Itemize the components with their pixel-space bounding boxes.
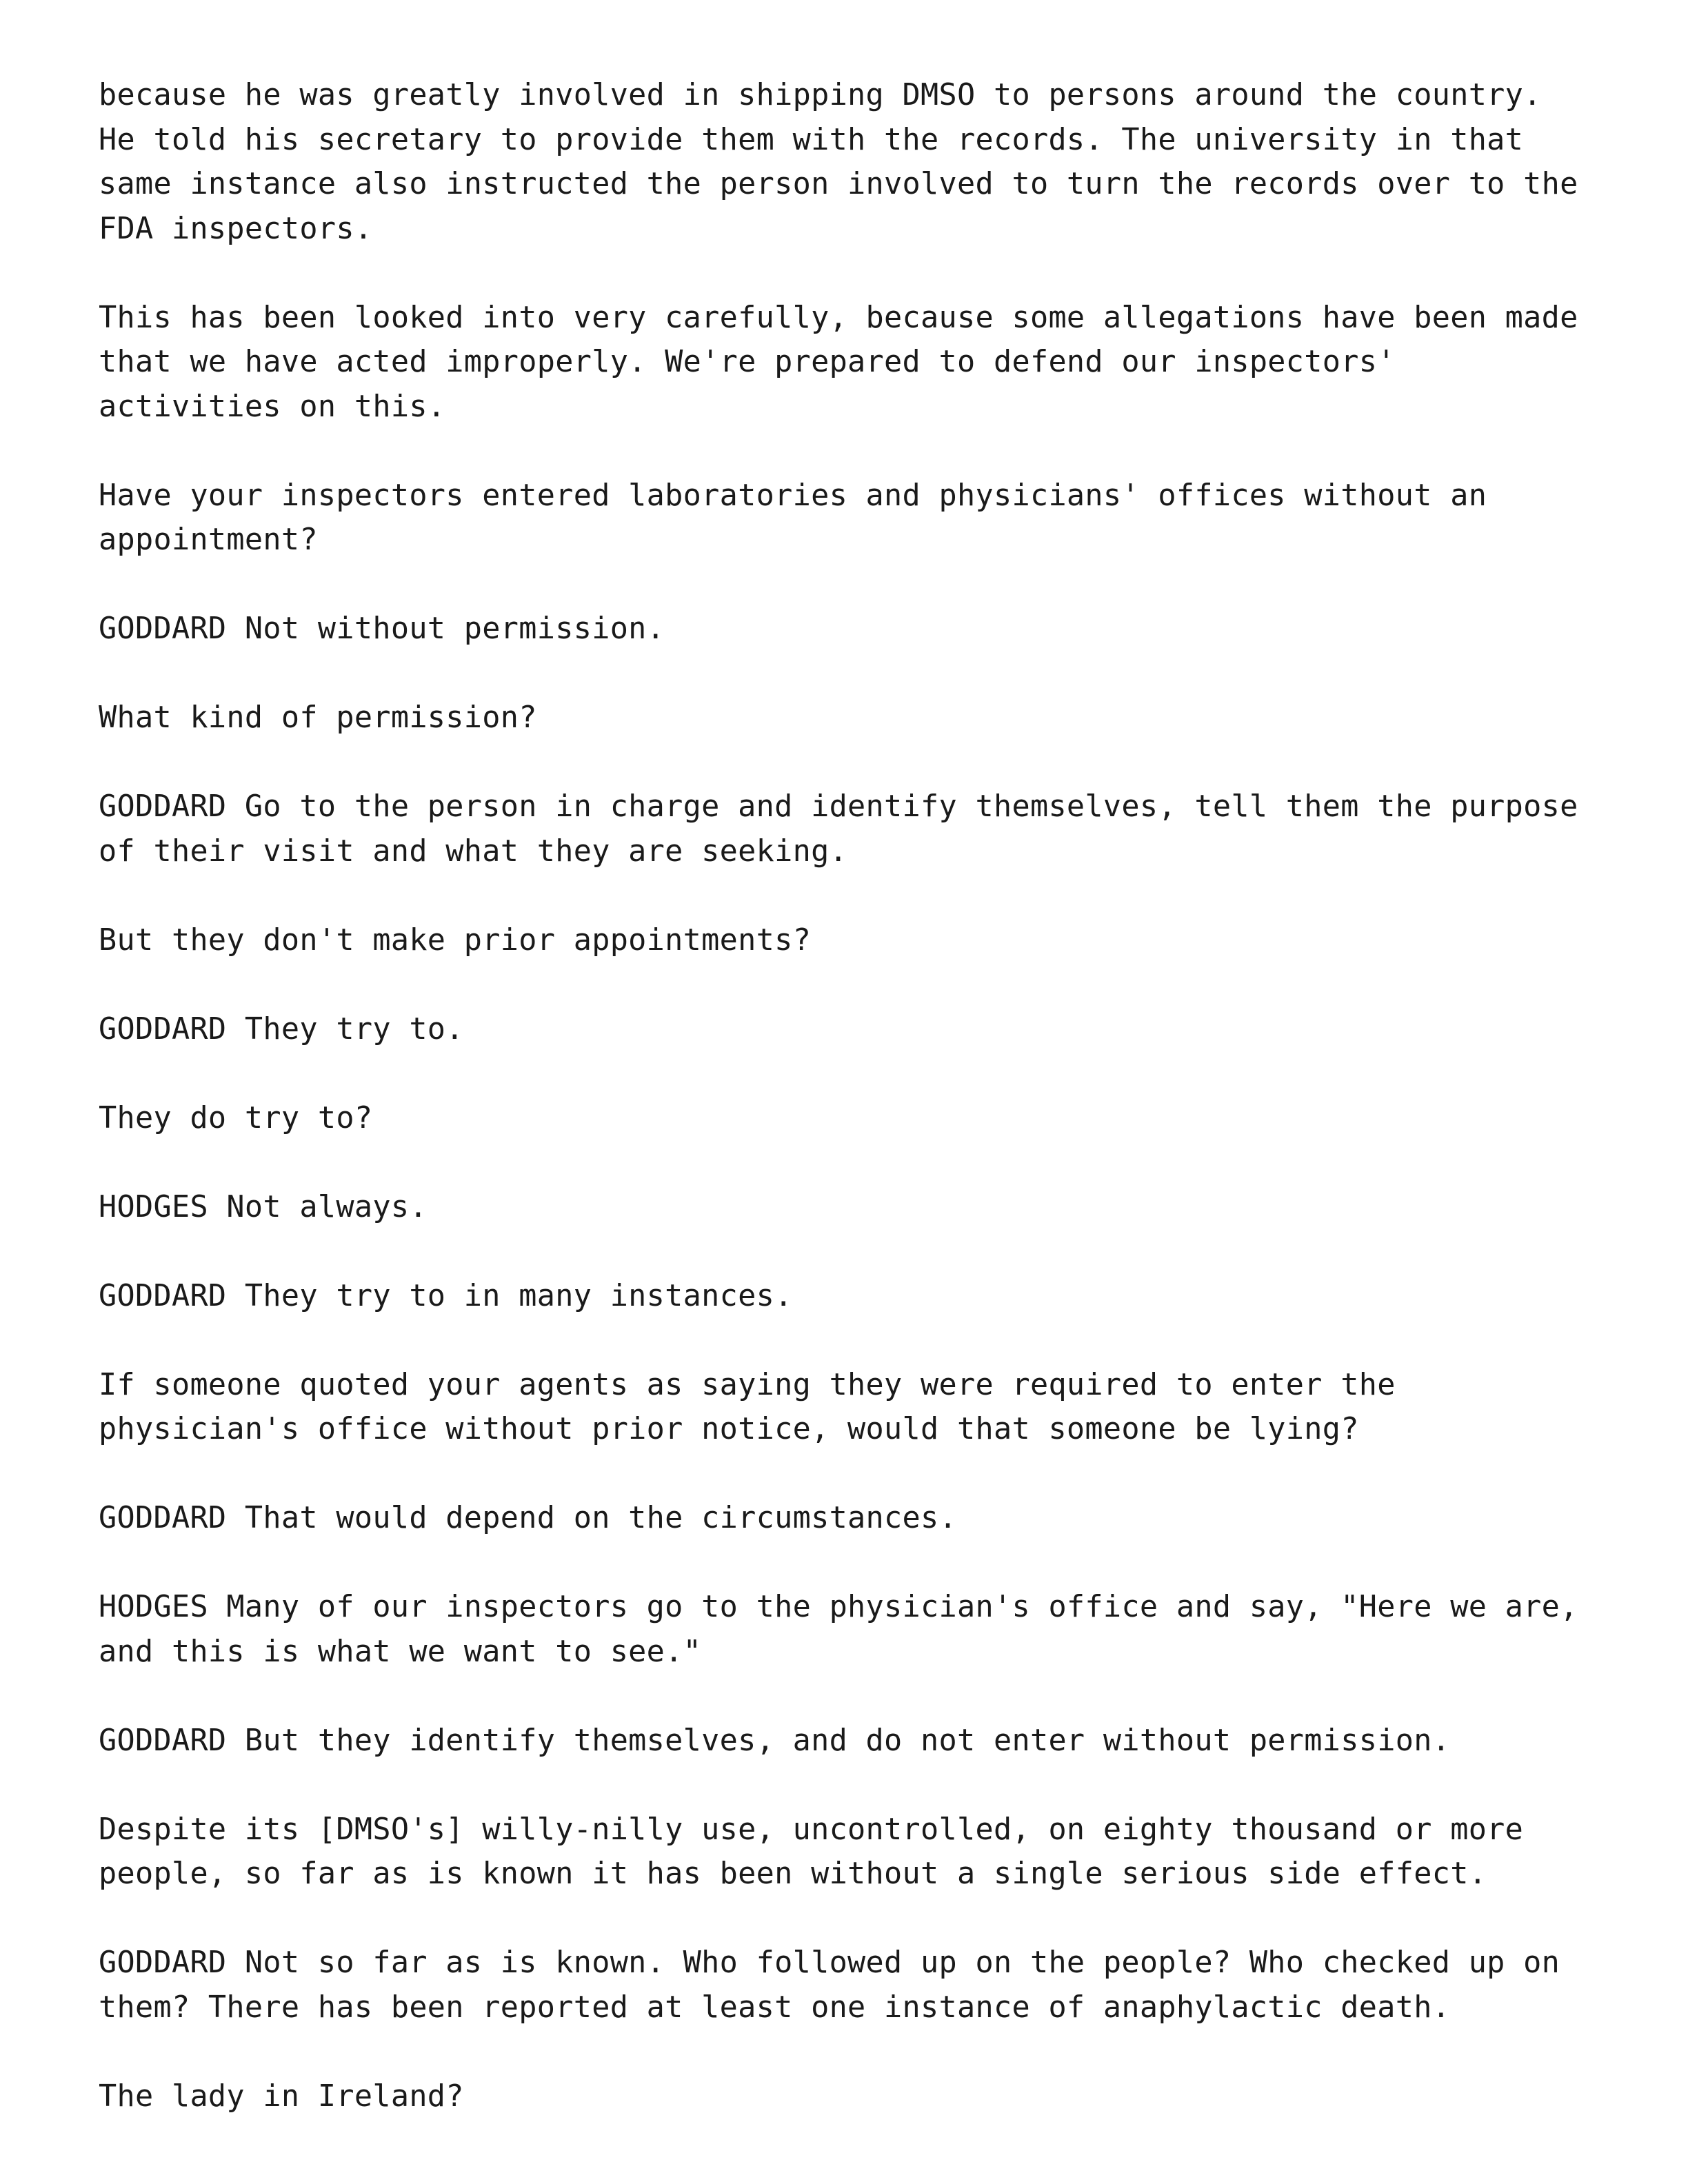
paragraph: HODGES Many of our inspectors go to the physician's office and say, "Here we are, and this is what we want to see." <box>99 1590 1578 1669</box>
paragraph: Despite its [DMSO's] willy-nilly use, uncontrolled, on eighty thousand or more people, so far as is known it has been without a single serious side effect. <box>99 1812 1524 1891</box>
paragraph: The lady in Ireland? <box>99 2079 464 2114</box>
paragraph: because he was greatly involved in shipping DMSO to persons around the country. He told his secretary to provide them with the records. The university in that same instance also instructed the person involved to turn the records over to the FDA inspectors. <box>99 78 1578 246</box>
paragraph: GODDARD Not without permission. <box>99 611 665 646</box>
paragraph: GODDARD They try to in many instances. <box>99 1278 793 1313</box>
paragraph: GODDARD They try to. <box>99 1011 464 1046</box>
paragraph: GODDARD Go to the person in charge and identify themselves, tell them the purpose of their visit and what they are seeking. <box>99 789 1578 869</box>
paragraph: GODDARD Not so far as is known. Who followed up on the people? Who checked up on them? There has been reported at least one instance of anaphylactic death. <box>99 1945 1560 2025</box>
paragraph: GODDARD But they identify themselves, and do not enter without permission. <box>99 1723 1451 1758</box>
paragraph: HODGES Not always. <box>99 1189 428 1224</box>
paragraph: This has been looked into very carefully, because some allegations have been made that we have acted improperly. We're prepared to defend our inspectors' activities on this. <box>99 300 1578 424</box>
paragraph: But they don't make prior appointments? <box>99 922 812 958</box>
paragraph: They do try to? <box>99 1100 373 1135</box>
paragraph: What kind of permission? <box>99 700 537 735</box>
document-page <box>99 73 1616 2163</box>
paragraph: GODDARD That would depend on the circumstances. <box>99 1501 957 1535</box>
paragraph: Have your inspectors entered laboratories and physicians' offices without an appointment? <box>99 478 1487 557</box>
paragraph: If someone quoted your agents as saying they were required to enter the physician's office without prior notice, would that someone be lying? <box>99 1367 1396 1446</box>
